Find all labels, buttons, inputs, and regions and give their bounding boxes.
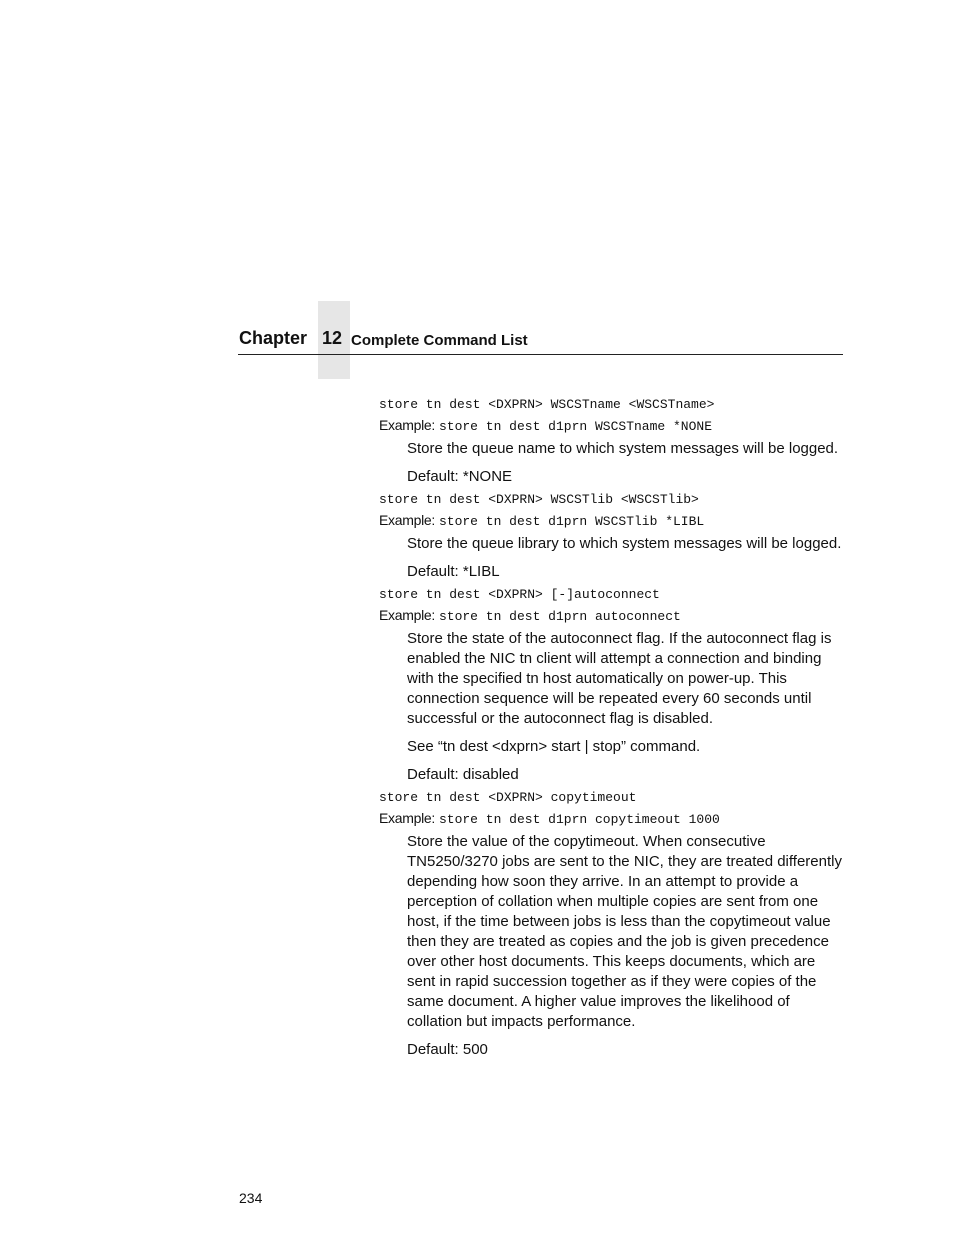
example-code: store tn dest d1prn copytimeout 1000: [438, 812, 720, 827]
example-label: Example:: [379, 512, 435, 528]
example-code: store tn dest d1prn WSCSTlib *LIBL: [438, 514, 705, 529]
command-entry: [379, 788, 843, 1060]
default-value: Default: *NONE: [407, 468, 513, 485]
command-syntax: store tn dest <DXPRN> [-]autoconnect: [379, 587, 660, 602]
chapter-number: 12: [322, 328, 343, 348]
default-value: Default: *LIBL: [407, 563, 500, 580]
example-line: [379, 510, 843, 532]
command-syntax: store tn dest <DXPRN> WSCSTname <WSCSTname>: [379, 397, 715, 412]
command-entry: [379, 585, 843, 785]
example-line: [379, 605, 843, 627]
description: Store the queue library to which system messages will be logged.: [407, 535, 842, 552]
example-label: Example:: [379, 607, 435, 623]
description: Store the value of the copytimeout. When consecutive TN5250/3270 jobs are sent to the NIC, they are treated differently depending how soon they arrive. In an attempt to provide a perception of collation when multiple copies are sent from one host, if the time between jobs is less than the copytimeout value then they are treated as copies and the job is given precedence over other host documents. This keeps documents, which are sent in rapid succession together as if they were copies of the same document. A higher value improves the likelihood of collation but impacts performance.: [407, 833, 842, 1030]
example-label: Example:: [379, 810, 435, 826]
description: Store the state of the autoconnect flag. If the autoconnect flag is enabled the NIC tn client will attempt a connection and binding with the specified tn host automatically on power-up. This connection sequence will be repeated every 60 seconds until successful or the autoconnect flag is disabled.: [407, 630, 832, 727]
see-also: See “tn dest <dxprn> start | stop” command.: [407, 738, 701, 755]
command-list: [379, 395, 843, 1063]
example-line: [379, 415, 843, 437]
chapter-title: Complete Command List: [351, 332, 528, 349]
command-syntax: store tn dest <DXPRN> copytimeout: [379, 790, 637, 805]
example-line: [379, 808, 843, 830]
example-label: Example:: [379, 417, 435, 433]
default-value: Default: 500: [407, 1041, 488, 1058]
example-code: store tn dest d1prn autoconnect: [438, 609, 681, 624]
header-rule: [238, 354, 843, 355]
default-value: Default: disabled: [407, 766, 519, 783]
description: Store the queue name to which system messages will be logged.: [407, 440, 839, 457]
example-code: store tn dest d1prn WSCSTname *NONE: [438, 419, 713, 434]
command-entry: [379, 395, 843, 487]
chapter-label: Chapter: [239, 328, 308, 348]
command-entry: [379, 490, 843, 582]
command-syntax: store tn dest <DXPRN> WSCSTlib <WSCSTlib>: [379, 492, 699, 507]
page-number: 234: [239, 1190, 263, 1206]
